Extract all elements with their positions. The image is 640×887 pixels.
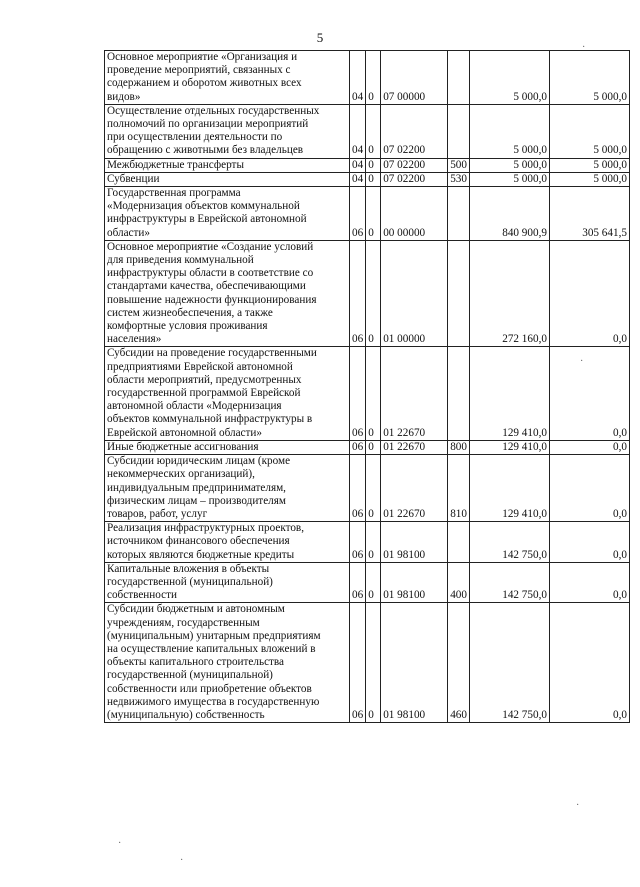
cell-expense-type: 400: [448, 562, 470, 603]
cell-amount-2: 0,0: [549, 440, 629, 454]
cell-amount-1: 272 160,0: [469, 240, 549, 347]
cell-name: Субвенции: [105, 172, 350, 186]
cell-subsection: 0: [366, 522, 381, 563]
scan-speck: ·: [180, 855, 184, 866]
table-row: [105, 187, 630, 241]
cell-subsection: 0: [366, 51, 381, 105]
cell-amount-1: 129 410,0: [469, 347, 549, 440]
cell-subsection: 0: [366, 440, 381, 454]
cell-name: Осуществление отдельных государственных полномочий по организации мероприятий при осуществлении деятельности по обращению с животными без владельцев: [105, 104, 350, 158]
cell-subsection: 0: [366, 240, 381, 347]
cell-amount-1: 840 900,9: [469, 187, 549, 241]
cell-amount-1: 5 000,0: [469, 172, 549, 186]
table-row: [105, 522, 630, 563]
cell-target-article: 07 02200: [381, 158, 448, 172]
table-row: [105, 562, 630, 603]
cell-name: Основное мероприятие «Создание условий для приведения коммунальной инфраструктуры области в соответствие со стандартами качества, обеспечивающими повышение надежности функционирования систем жизнеобеспечения, а также комфортные условия проживания населения»: [105, 240, 350, 347]
cell-section: 06: [350, 187, 366, 241]
cell-section: 04: [350, 104, 366, 158]
cell-name: Межбюджетные трансферты: [105, 158, 350, 172]
cell-subsection: 0: [366, 455, 381, 522]
cell-section: 06: [350, 347, 366, 440]
table-row: [105, 51, 630, 105]
cell-target-article: 01 98100: [381, 522, 448, 563]
cell-amount-2: 5 000,0: [549, 172, 629, 186]
cell-expense-type: [448, 347, 470, 440]
cell-subsection: 0: [366, 562, 381, 603]
cell-subsection: 0: [366, 104, 381, 158]
cell-target-article: 01 22670: [381, 440, 448, 454]
cell-target-article: 01 00000: [381, 240, 448, 347]
cell-name: Субсидии бюджетным и автономным учреждениям, государственным (муниципальным) унитарным предприятиям на осуществление капитальных вложений в объекты капитального строительства государственной (муниципальной) собственности или приобретение объектов недвижимого имущества в государственную (муниципальную) собственность: [105, 603, 350, 723]
cell-amount-1: 142 750,0: [469, 603, 549, 723]
table-row: [105, 158, 630, 172]
cell-expense-type: 810: [448, 455, 470, 522]
cell-section: 04: [350, 51, 366, 105]
cell-name: Иные бюджетные ассигнования: [105, 440, 350, 454]
page-number: 5: [316, 30, 324, 45]
table-row: [105, 603, 630, 723]
cell-amount-2: 5 000,0: [549, 104, 629, 158]
table-row: [105, 455, 630, 522]
cell-expense-type: 500: [448, 158, 470, 172]
scan-speck: ·: [580, 356, 584, 367]
budget-table-body: [105, 51, 630, 723]
cell-section: 06: [350, 440, 366, 454]
scan-speck: ·: [582, 42, 586, 53]
cell-subsection: 0: [366, 158, 381, 172]
cell-expense-type: 530: [448, 172, 470, 186]
cell-target-article: 07 02200: [381, 172, 448, 186]
cell-name: Субсидии на проведение государственными предприятиями Еврейской автономной области мероприятий, предусмотренных государственной программой Еврейской автономной области «Модернизация объектов коммунальной инфраструктуры в Еврейской автономной области»: [105, 347, 350, 440]
cell-amount-2: 0,0: [549, 240, 629, 347]
cell-section: 04: [350, 172, 366, 186]
scan-speck: ·: [118, 838, 122, 849]
cell-amount-1: 5 000,0: [469, 104, 549, 158]
cell-section: 06: [350, 562, 366, 603]
cell-subsection: 0: [366, 603, 381, 723]
table-row: [105, 172, 630, 186]
cell-name: Основное мероприятие «Организация и проведение мероприятий, связанных с содержанием и оборотом животных всех видов»: [105, 51, 350, 105]
cell-target-article: 01 98100: [381, 562, 448, 603]
cell-amount-2: 0,0: [549, 562, 629, 603]
table-row: [105, 440, 630, 454]
cell-name: Реализация инфраструктурных проектов, источником финансового обеспечения которых являются бюджетные кредиты: [105, 522, 350, 563]
cell-amount-2: 305 641,5: [549, 187, 629, 241]
cell-amount-2: 5 000,0: [549, 51, 629, 105]
table-row: [105, 347, 630, 440]
cell-section: 06: [350, 240, 366, 347]
cell-expense-type: [448, 51, 470, 105]
cell-amount-1: 5 000,0: [469, 158, 549, 172]
cell-expense-type: [448, 522, 470, 563]
cell-amount-1: 129 410,0: [469, 455, 549, 522]
cell-target-article: 01 22670: [381, 347, 448, 440]
cell-amount-1: 142 750,0: [469, 522, 549, 563]
cell-expense-type: 800: [448, 440, 470, 454]
cell-amount-2: 0,0: [549, 347, 629, 440]
cell-section: 06: [350, 455, 366, 522]
cell-target-article: 00 00000: [381, 187, 448, 241]
budget-table: [104, 50, 630, 723]
cell-expense-type: [448, 187, 470, 241]
cell-amount-2: 0,0: [549, 455, 629, 522]
cell-subsection: 0: [366, 187, 381, 241]
cell-target-article: 07 00000: [381, 51, 448, 105]
cell-section: 04: [350, 158, 366, 172]
cell-section: 06: [350, 603, 366, 723]
cell-amount-1: 142 750,0: [469, 562, 549, 603]
cell-name: Капитальные вложения в объекты государственной (муниципальной) собственности: [105, 562, 350, 603]
cell-amount-1: 129 410,0: [469, 440, 549, 454]
cell-subsection: 0: [366, 172, 381, 186]
cell-expense-type: [448, 104, 470, 158]
cell-amount-2: 5 000,0: [549, 158, 629, 172]
cell-amount-2: 0,0: [549, 522, 629, 563]
cell-expense-type: [448, 240, 470, 347]
cell-expense-type: 460: [448, 603, 470, 723]
cell-target-article: 01 98100: [381, 603, 448, 723]
cell-name: Субсидии юридическим лицам (кроме некоммерческих организаций), индивидуальным предпринимателям, физическим лицам – производителям товаров, работ, услуг: [105, 455, 350, 522]
cell-target-article: 07 02200: [381, 104, 448, 158]
cell-target-article: 01 22670: [381, 455, 448, 522]
cell-amount-2: 0,0: [549, 603, 629, 723]
scan-speck: ·: [576, 800, 580, 811]
cell-section: 06: [350, 522, 366, 563]
cell-name: Государственная программа «Модернизация объектов коммунальной инфраструктуры в Еврейской автономной области»: [105, 187, 350, 241]
table-row: [105, 240, 630, 347]
cell-subsection: 0: [366, 347, 381, 440]
table-row: [105, 104, 630, 158]
cell-amount-1: 5 000,0: [469, 51, 549, 105]
